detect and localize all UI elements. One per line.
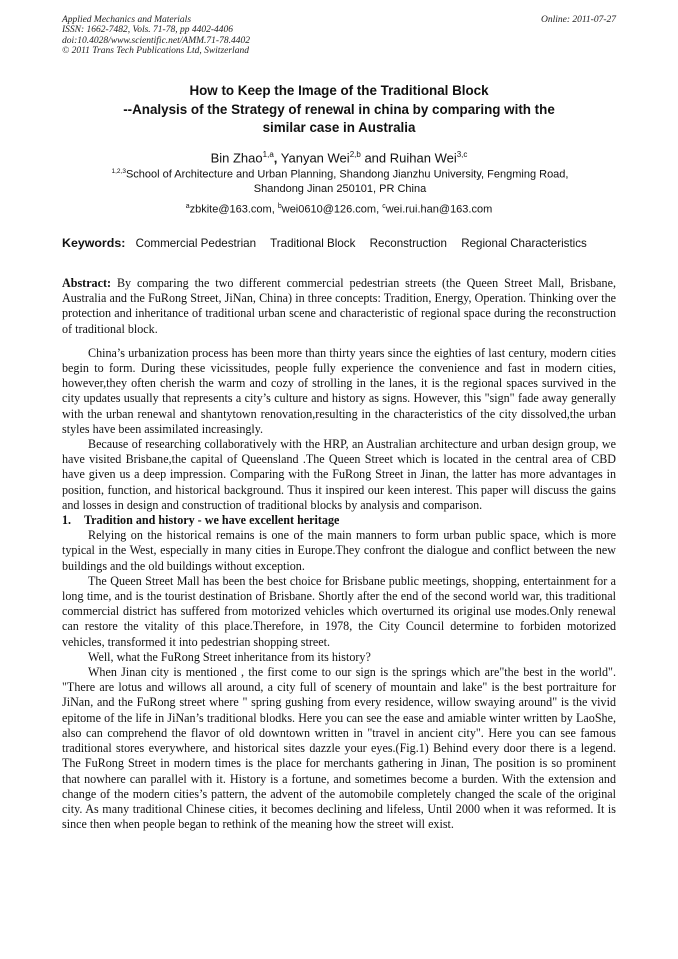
- paper-title: [60, 82, 618, 138]
- author-name: Bin Zhao: [210, 150, 263, 166]
- email-list: [60, 200, 618, 217]
- affiliation-line: School of Architecture and Urban Planning, Shandong Jianzhu University, Fengming Road,: [125, 168, 569, 181]
- email-mark: b: [277, 203, 282, 210]
- keyword: Commercial Pedestrian: [135, 237, 257, 250]
- online-date: Online: 2011-07-27: [540, 15, 616, 25]
- author-separator: and: [364, 150, 387, 166]
- author-name: Yanyan Wei: [280, 150, 350, 166]
- abstract-label: Abstract:: [62, 276, 112, 290]
- title-line: How to Keep the Image of the Traditional Block: [189, 83, 489, 98]
- keyword: Traditional Block: [270, 237, 356, 250]
- author-list: [60, 147, 618, 166]
- email-mark: a: [185, 203, 190, 210]
- author-name: Ruihan Wei: [389, 150, 457, 166]
- email-address[interactable]: wei0610@126.com,: [281, 203, 380, 216]
- body-paragraph: When Jinan city is mentioned , the first come to our sign is the springs which are"the best in the world". "There are lotus and willows all around, a city full of scenery of mountain and lake" is the best portraiture for JiNan, and the FuRong street where " spring gushing from every residence, willow swaying around" is the vivid epitome of the life in JiNan’s traditional blodks. Here you can see the ease and amiable winter written by LaoShe, also can comprehend the flavor of old downtown written in "travel in ancient city". Here you can see famous traditional stores everywhere, and historical sites dazzle your eyes.(Fig.1) Behind every door there is a legend. The FuRong Street in modern times is the place for merchants gathering in Jinan, The position is so prominent that nowhere can parallel with it. History is a fortune, and sometimes become a burden. With the extension and change of the modern cities’s pattern, the advent of the automobile completely changed the scale of the original city. As many traditional Chinese cities, it becomes declining and lifeless, Until 2000 when it was reformed. It is since then when people began to rethink of the meaning how the street will exist.: [62, 665, 616, 832]
- email-address[interactable]: zbkite@163.com,: [189, 203, 275, 216]
- journal-header: [62, 15, 442, 56]
- section-heading: [62, 513, 616, 528]
- keyword: Reconstruction: [369, 237, 447, 250]
- abstract-text: By comparing the two different commercial pedestrian streets (the Queen Street Mall, Brisbane, Australia and the FuRong Street, JiNan, China) in three concepts: Tradition, Energy, Operation. Thinking over the protection and inheritance of traditional urban scene and characteristic of regional space during the reconstruction of traditional block.: [62, 276, 616, 336]
- affiliation-line: Shandong Jinan 250101, PR China: [253, 183, 427, 196]
- body-paragraph: Relying on the historical remains is one of the main manners to form urban public space, which is more typical in the West, especially in many cities in Europe.They confront the dialogue and conflict between the new buildings and the old buildings without exception.: [62, 528, 616, 573]
- abstract: [62, 276, 616, 337]
- author-affil-mark: 2,b: [349, 150, 361, 159]
- affiliation: [70, 165, 610, 197]
- keyword: Regional Characteristics: [461, 237, 587, 250]
- body-paragraph: Well, what the FuRong Street inheritance from its history?: [88, 649, 371, 664]
- title-line: --Analysis of the Strategy of renewal in china by comparing with the: [123, 101, 555, 117]
- body-paragraph: Because of researching collaboratively with the HRP, an Australian architecture and urban design group, we have visited Brisbane,the capital of Queensland .The Queen Street which is located in the central area of CBD have given us a deep impression. Comparing with the FuRong Street in Jinan, the latter has more advantages in position, function, and historical background. Thus it inspired our keen interest. This paper will discuss the gains and losses in design and construction of traditional blocks by analysis and comparison.: [62, 437, 616, 512]
- keywords-section: [62, 236, 616, 251]
- email-mark: c: [382, 203, 386, 210]
- body-paragraph: The Queen Street Mall has been the best choice for Brisbane public meetings, shopping, entertainment for a long time, and is the tourist destination of Brisbane. Shortly after the end of the second world war, this traditional commercial district has suffered from motorized vehicles which overturned its original use modes.Only renewal can restore the vitality of this place.Therefore, in 1978, the City Council determine to forbiden motorized vehicles, transformed it into pedestrian shopping street.: [62, 573, 616, 649]
- affiliation-mark: 1,2,3: [111, 168, 126, 175]
- section-title: Tradition and history - we have excellent heritage: [84, 513, 340, 528]
- paper-body: [62, 276, 616, 832]
- author-affil-mark: 1,a: [262, 150, 274, 159]
- doi-line: doi:10.4028/www.scientific.net/AMM.71-78.4402: [62, 35, 250, 46]
- keywords-label: Keywords:: [62, 236, 126, 250]
- body-paragraph: China’s urbanization process has been more than thirty years since the eighties of last century, modern cities begin to form. During these vicissitudes, people fully experience the convenience and fast in modern cities, however,they often cherish the warm and cozy of strolling in the lanes, it is the regional spaces survived in the city updates usually that represents a city’s culture and history as signs. However, this "sign" fade away generally with the urban renewal and shantytown renovation,resulting in the characteristics of the city dissolved,the urban styles have been assimilated increasingly.: [62, 345, 616, 436]
- section-number: 1.: [62, 513, 72, 528]
- title-line: similar case in Australia: [262, 120, 416, 135]
- issn-line: ISSN: 1662-7482, Vols. 71-78, pp 4402-4406: [62, 25, 233, 36]
- author-separator: ,: [273, 150, 278, 166]
- journal-name: Applied Mechanics and Materials: [62, 15, 192, 25]
- email-address[interactable]: wei.rui.han@163.com: [385, 203, 493, 216]
- copyright-line: © 2011 Trans Tech Publications Ltd, Switzerland: [62, 45, 249, 56]
- author-affil-mark: 3,c: [456, 150, 468, 159]
